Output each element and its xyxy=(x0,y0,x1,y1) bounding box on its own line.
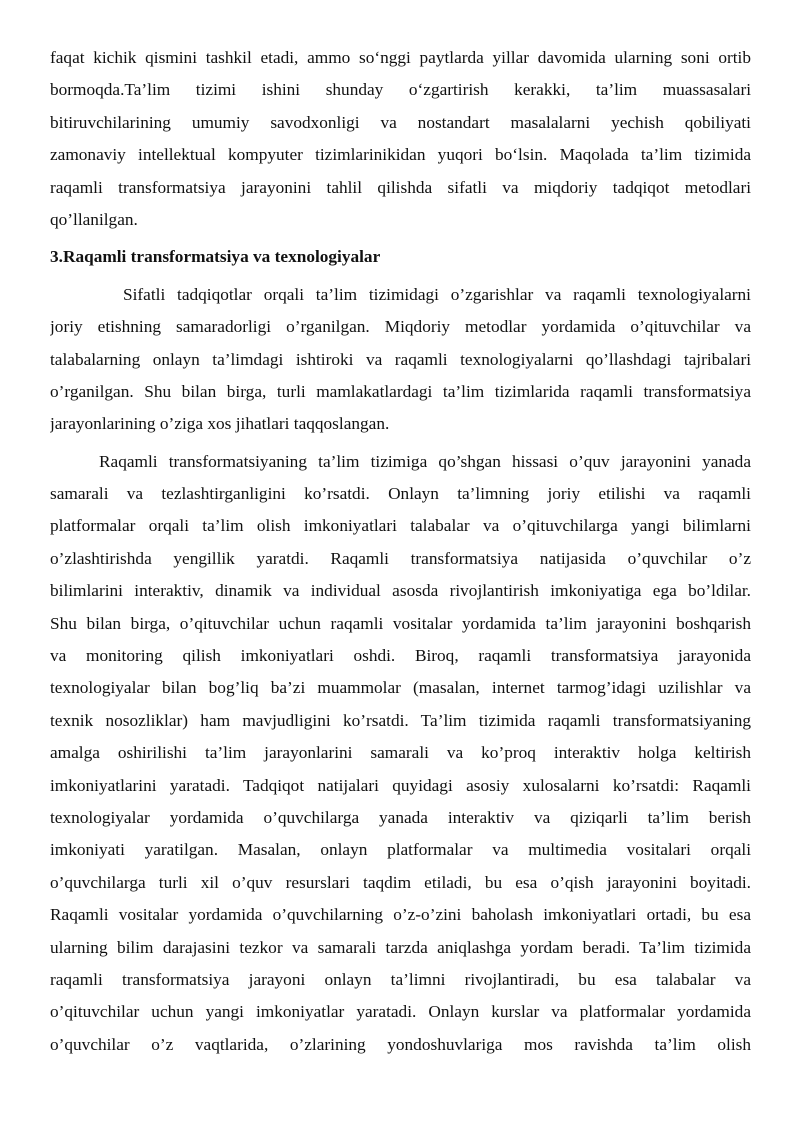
text-line: qo’llanilgan. xyxy=(50,209,138,229)
section-heading: 3.Raqamli transformatsiya va texnologiyalar xyxy=(50,247,381,267)
text-line: bitiruvchilarining umumiy savodxonligi va nostandart masalalarni yechish qobiliyati xyxy=(50,112,751,132)
text-line: bormoqda.Ta’lim tizimi ishini shunday o‘zgartirish kerakki, ta’lim muassasalari xyxy=(50,80,751,100)
text-line: o’qituvchilar uchun yangi imkoniyatlar yaratadi. Onlayn kurslar va platformalar yordamida xyxy=(50,1002,751,1022)
text-line: platformalar orqali ta’lim olish imkoniyatlari talabalar va o’qituvchilarga yangi bilimlarni xyxy=(50,516,751,536)
text-line: texnologiyalar bilan bog’liq ba’zi muammolar (masalan, internet tarmog’idagi uzilishlar va xyxy=(50,678,751,698)
paragraph-1 xyxy=(50,42,751,236)
paragraph-3 xyxy=(50,446,751,1061)
text-line: va monitoring qilish imkoniyatlari oshdi. Biroq, raqamli transformatsiya jarayonida xyxy=(50,646,751,666)
text-line: zamonaviy intellektual kompyuter tizimlarinikidan yuqori bo‘lsin. Maqolada ta’lim tizimida xyxy=(50,145,751,165)
text-line: o’quvchilarga turli xil o’quv resurslari taqdim etiladi, bu esa o’qish jarayonini boyitadi. xyxy=(50,872,751,892)
text-line: amalga oshirilishi ta’lim jarayonlarini samarali va ko’proq interaktiv holga keltirish xyxy=(50,743,751,763)
text-line: o’zlashtirishda yengillik yaratdi. Raqamli transformatsiya natijasida o’quvchilar o’z xyxy=(50,548,751,568)
text-line: raqamli transformatsiya jarayonini tahlil qilishda sifatli va miqdoriy tadqiqot metodlari xyxy=(50,177,751,197)
text-line: texnologiyalar yordamida o’quvchilarga yanada interaktiv va qiziqarli ta’lim berish xyxy=(50,807,751,827)
document-page xyxy=(50,42,751,1061)
text-line: talabalarning onlayn ta’limdagi ishtiroki va raqamli texnologiyalarni qo’llashdagi tajribalari xyxy=(50,349,751,369)
text-line: jarayonlarining o’ziga xos jihatlari taqqoslangan. xyxy=(50,414,390,434)
text-line: o’rganilgan. Shu bilan birga, turli mamlakatlardagi ta’lim tizimlarida raqamli transformatsiya xyxy=(50,381,751,401)
text-line: ularning bilim darajasini tezkor va samarali tarzda aniqlashga yordam beradi. Ta’lim tizimida xyxy=(50,937,751,957)
text-line: samarali va tezlashtirganligini ko’rsatdi. Onlayn ta’limning joriy etilishi va raqamli xyxy=(50,484,751,504)
text-line: texnik nosozliklar) ham mavjudligini ko’rsatdi. Ta’lim tizimida raqamli transformatsiyaning xyxy=(50,710,751,730)
text-line: Raqamli vositalar yordamida o’quvchilarning o’z-o’zini baholash imkoniyatlari ortadi, bu esa xyxy=(50,905,751,925)
text-line: o’quvchilar o’z vaqtlarida, o’zlarining yondoshuvlariga mos ravishda ta’lim olish xyxy=(50,1034,751,1054)
text-line: imkoniyati yaratilgan. Masalan, onlayn platformalar va multimedia vositalari orqali xyxy=(50,840,751,860)
text-line: bilimlarini interaktiv, dinamik va individual asosda rivojlantirish imkoniyatiga ega bo’ldilar. xyxy=(50,581,751,601)
text-line: faqat kichik qismini tashkil etadi, ammo so‘nggi paytlarda yillar davomida ularning soni ortib xyxy=(50,48,751,67)
text-line: Raqamli transformatsiyaning ta’lim tizimiga qo’shgan hissasi o’quv jarayonini yanada xyxy=(99,451,751,471)
text-line: raqamli transformatsiya jarayoni onlayn ta’limni rivojlantiradi, bu esa talabalar va xyxy=(50,969,751,989)
text-line: imkoniyatlarini yaratadi. Tadqiqot natijalari quyidagi asosiy xulosalarni ko’rsatdi: Raqamli xyxy=(50,775,751,795)
text-line: Sifatli tadqiqotlar orqali ta’lim tizimidagi o’zgarishlar va raqamli texnologiyalarni xyxy=(123,284,751,304)
text-line: joriy etishning samaradorligi o’rganilgan. Miqdoriy metodlar yordamida o’qituvchilar va xyxy=(50,317,751,337)
paragraph-2 xyxy=(50,279,751,441)
text-line: Shu bilan birga, o’qituvchilar uchun raqamli vositalar yordamida ta’lim jarayonini boshqarish xyxy=(50,613,751,633)
